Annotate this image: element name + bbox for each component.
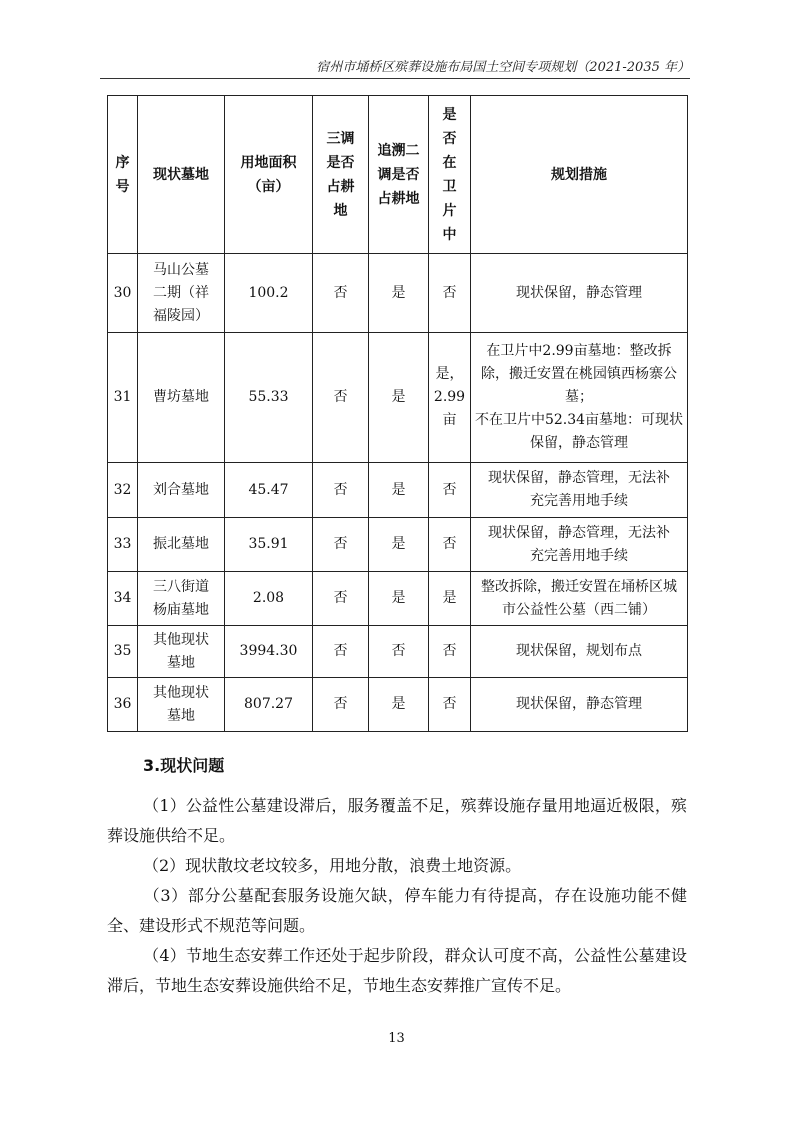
section-title: 3.现状问题 <box>143 756 225 775</box>
row-name: 振北墓地 <box>138 518 225 572</box>
row-second-survey: 是 <box>369 572 429 626</box>
row-name: 其他现状墓地 <box>138 678 225 732</box>
paragraph: （1）公益性公墓建设滞后，服务覆盖不足，殡葬设施存量用地逼近极限，殡葬设施供给不足。 <box>107 796 687 845</box>
row-satellite: 否 <box>429 518 471 572</box>
row-third-survey: 否 <box>313 572 369 626</box>
row-second-survey: 是 <box>369 333 429 463</box>
row-no: 36 <box>108 678 138 732</box>
header-third-survey: 三调是否占耕地 <box>313 96 369 254</box>
table-row <box>108 518 688 572</box>
row-name: 曹坊墓地 <box>138 333 225 463</box>
row-third-survey: 否 <box>313 333 369 463</box>
row-second-survey: 是 <box>369 518 429 572</box>
header-area: 用地面积（亩） <box>225 96 313 254</box>
table-row <box>108 678 688 732</box>
header-second-survey: 追溯二调是否占耕地 <box>369 96 429 254</box>
row-area: 3994.30 <box>225 626 313 678</box>
table-row <box>108 572 688 626</box>
row-no: 34 <box>108 572 138 626</box>
table-row <box>108 254 688 333</box>
row-no: 33 <box>108 518 138 572</box>
row-name: 马山公墓二期（祥福陵园） <box>138 254 225 333</box>
row-no: 32 <box>108 463 138 518</box>
paragraph: （4）节地生态安葬工作还处于起步阶段，群众认可度不高，公益性公墓建设滞后，节地生态安葬设施供给不足，节地生态安葬推广宣传不足。 <box>107 946 687 995</box>
row-third-survey: 否 <box>313 463 369 518</box>
row-no: 35 <box>108 626 138 678</box>
page-header: 宿州市埇桥区殡葬设施布局国土空间专项规划（2021-2035 年） <box>316 60 690 75</box>
row-name: 三八街道杨庙墓地 <box>138 572 225 626</box>
row-area: 100.2 <box>225 254 313 333</box>
table-header-row <box>108 96 688 254</box>
page-number: 13 <box>388 1031 405 1046</box>
row-area: 55.33 <box>225 333 313 463</box>
row-area: 2.08 <box>225 572 313 626</box>
row-second-survey: 是 <box>369 678 429 732</box>
row-second-survey: 是 <box>369 254 429 333</box>
cemetery-table <box>107 95 688 732</box>
header-satellite: 是否在卫片中 <box>429 96 471 254</box>
table-row <box>108 463 688 518</box>
table-row <box>108 333 688 463</box>
row-measure: 现状保留，静态管理，无法补充完善用地手续 <box>471 463 688 518</box>
header-measure: 规划措施 <box>471 96 688 254</box>
row-third-survey: 否 <box>313 518 369 572</box>
row-measure: 现状保留，静态管理 <box>471 254 688 333</box>
header-no: 序号 <box>108 96 138 254</box>
row-area: 35.91 <box>225 518 313 572</box>
row-area: 45.47 <box>225 463 313 518</box>
row-satellite: 否 <box>429 463 471 518</box>
paragraph: （2）现状散坟老坟较多，用地分散，浪费土地资源。 <box>143 856 522 875</box>
row-name: 其他现状墓地 <box>138 626 225 678</box>
row-satellite: 否 <box>429 254 471 333</box>
row-measure: 在卫片中2.99亩墓地：整改拆除，搬迁安置在桃园镇西杨寨公墓； 不在卫片中52.34亩墓地：可现状保留，静态管理 <box>471 333 688 463</box>
row-satellite: 否 <box>429 678 471 732</box>
row-measure: 整改拆除，搬迁安置在埇桥区城市公益性公墓（西二铺） <box>471 572 688 626</box>
table-row <box>108 626 688 678</box>
row-satellite: 是，2.99亩 <box>429 333 471 463</box>
row-satellite: 否 <box>429 626 471 678</box>
row-second-survey: 否 <box>369 626 429 678</box>
row-measure: 现状保留，规划布点 <box>471 626 688 678</box>
row-no: 31 <box>108 333 138 463</box>
row-third-survey: 否 <box>313 626 369 678</box>
paragraph: （3）部分公墓配套服务设施欠缺，停车能力有待提高，存在设施功能不健全、建设形式不规范等问题。 <box>107 886 687 935</box>
row-no: 30 <box>108 254 138 333</box>
row-third-survey: 否 <box>313 254 369 333</box>
row-second-survey: 是 <box>369 463 429 518</box>
row-measure: 现状保留，静态管理 <box>471 678 688 732</box>
row-measure: 现状保留，静态管理，无法补充完善用地手续 <box>471 518 688 572</box>
header-divider <box>100 78 690 79</box>
row-satellite: 是 <box>429 572 471 626</box>
row-name: 刘合墓地 <box>138 463 225 518</box>
row-third-survey: 否 <box>313 678 369 732</box>
header-name: 现状墓地 <box>138 96 225 254</box>
row-area: 807.27 <box>225 678 313 732</box>
